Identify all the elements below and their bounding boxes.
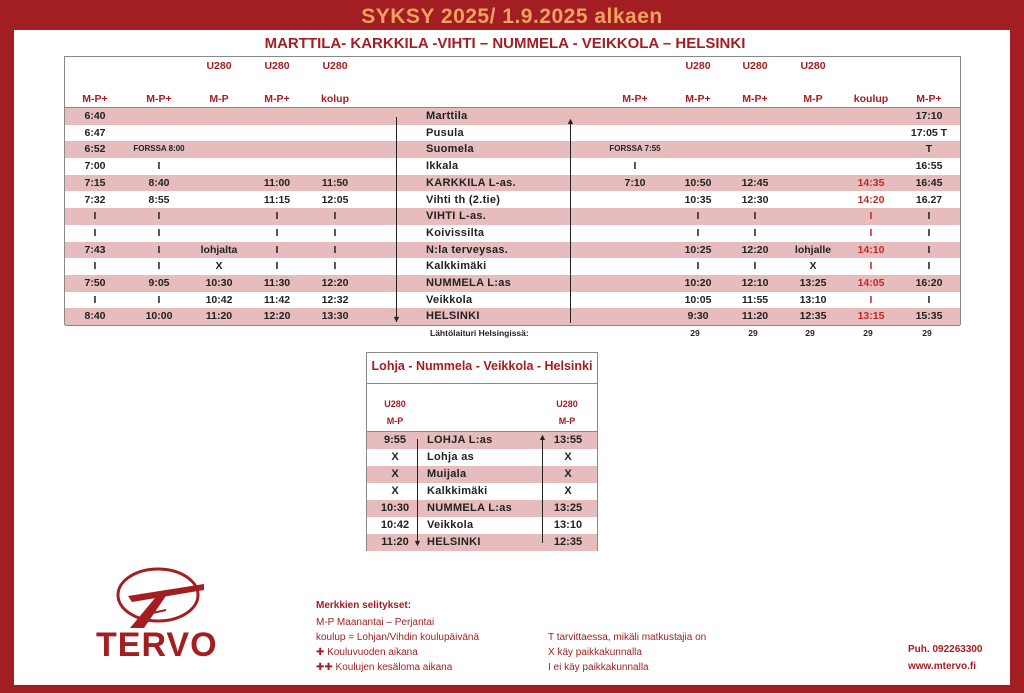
table-row xyxy=(367,466,597,483)
station-name: KARKKILA L-as. xyxy=(426,176,516,189)
time-cell: I xyxy=(927,293,931,306)
column-header-top: U280 xyxy=(322,60,348,72)
column-header: M-P+ xyxy=(685,93,711,105)
time-cell: T xyxy=(925,143,933,156)
time-cell: 6:52 xyxy=(84,143,106,156)
time-cell: I xyxy=(869,260,873,273)
column-header: M-P+ xyxy=(82,93,108,105)
column-header-top: U280 xyxy=(556,399,578,409)
table-row xyxy=(367,534,597,551)
column-header: M-P xyxy=(803,93,823,105)
column-header: M-P+ xyxy=(742,93,768,105)
time-cell: I xyxy=(927,243,931,256)
legend-item: ✚ Kouluvuoden aikana xyxy=(316,647,418,658)
station-name: Kalkkimäki xyxy=(426,260,487,273)
time-cell: 12:10 xyxy=(741,277,769,289)
time-cell: 11:42 xyxy=(263,293,291,306)
time-cell: 12:35 xyxy=(799,310,827,323)
legend-item: X käy paikkakunnalla xyxy=(548,647,642,658)
column-header: M-P xyxy=(209,93,229,105)
station-name: VIHTI L-as. xyxy=(426,210,487,223)
time-cell: I xyxy=(157,243,161,256)
time-cell: I xyxy=(157,210,161,223)
column-header: M-P xyxy=(386,416,404,426)
column-header-top: U280 xyxy=(384,399,406,409)
time-cell: 11:50 xyxy=(321,176,349,189)
time-cell: 17:05 T xyxy=(910,126,948,139)
time-cell: 13:10 xyxy=(553,519,583,531)
time-cell: 12:05 xyxy=(321,193,349,206)
time-cell: 10:35 xyxy=(684,193,712,206)
table-row xyxy=(65,158,960,175)
column-header-top: U280 xyxy=(800,60,826,72)
legend-item: I ei käy paikkakunnalla xyxy=(548,662,649,673)
station-name: NUMMELA L:as xyxy=(427,502,513,514)
time-cell: I xyxy=(275,210,279,223)
table-row xyxy=(367,517,597,534)
time-cell: I xyxy=(275,226,279,239)
time-cell: 10:25 xyxy=(684,243,712,256)
time-cell: 16:45 xyxy=(915,176,943,189)
time-cell: 11:30 xyxy=(263,277,291,289)
time-cell: 14:10 xyxy=(857,243,885,256)
time-cell: FORSSA 8:00 xyxy=(133,144,185,154)
column-header-top: U280 xyxy=(685,60,711,72)
time-cell: 7:00 xyxy=(84,160,106,173)
time-cell: 7:50 xyxy=(84,277,106,289)
time-cell: I xyxy=(157,226,161,239)
legend-item: M-P Maanantai – Perjantai xyxy=(316,617,435,628)
station-name: N:la terveysas. xyxy=(426,243,509,256)
station-name: Muijala xyxy=(427,468,467,480)
time-cell: X xyxy=(809,260,817,273)
time-cell: lohjalta xyxy=(200,243,238,256)
table-row xyxy=(65,141,960,158)
time-cell: I xyxy=(696,260,700,273)
time-cell: X xyxy=(391,451,399,463)
time-cell: 11:55 xyxy=(741,293,769,306)
table-row xyxy=(65,192,960,209)
time-cell: I xyxy=(333,243,337,256)
time-cell: 7:15 xyxy=(84,176,106,189)
time-cell: I xyxy=(869,210,873,223)
time-cell: X xyxy=(564,451,572,463)
route-title: MARTTILA- KARKKILA -VIHTI – NUMMELA - VEIKKOLA – HELSINKI xyxy=(264,35,746,52)
time-cell: 11:20 xyxy=(381,536,409,548)
time-cell: I xyxy=(927,260,931,273)
time-cell: I xyxy=(93,210,97,223)
time-cell: I xyxy=(93,260,97,273)
table-row xyxy=(65,258,960,275)
legend-title: Merkkien selitykset: xyxy=(316,600,412,611)
table-row xyxy=(65,208,960,225)
box-title-divider xyxy=(367,383,597,384)
down-arrow-icon: ▼ xyxy=(392,314,401,324)
time-cell: 17:10 xyxy=(915,110,943,122)
time-cell: 10:30 xyxy=(205,277,233,289)
time-cell: 12:30 xyxy=(741,193,769,206)
table-row xyxy=(65,175,960,192)
station-name: Kalkkimäki xyxy=(427,485,488,497)
time-cell: I xyxy=(275,260,279,273)
time-cell: I xyxy=(753,226,757,239)
time-cell: 10:42 xyxy=(380,519,410,531)
up-arrow-line xyxy=(542,439,543,543)
table-row xyxy=(367,500,597,517)
time-cell: I xyxy=(696,210,700,223)
table-row xyxy=(65,108,960,125)
time-cell: 13:15 xyxy=(857,310,885,323)
column-header-top: U280 xyxy=(206,60,232,72)
time-cell: 8:40 xyxy=(84,310,106,323)
time-cell: 6:40 xyxy=(84,110,106,122)
contact-web[interactable]: www.mtervo.fi xyxy=(908,661,976,672)
time-cell: I xyxy=(93,293,97,306)
table-row xyxy=(367,483,597,500)
time-cell: 10:00 xyxy=(145,310,173,323)
platform-number: 29 xyxy=(748,328,758,338)
time-cell: I xyxy=(927,210,931,223)
station-name: HELSINKI xyxy=(427,536,481,548)
tervo-logo-icon xyxy=(108,566,208,628)
up-arrow-icon: ▲ xyxy=(566,116,575,126)
station-name: Koivissilta xyxy=(426,226,485,239)
time-cell: 10:20 xyxy=(684,277,712,289)
time-cell: X xyxy=(215,260,223,273)
time-cell: 16:55 xyxy=(915,160,943,173)
station-name: Ikkala xyxy=(426,160,459,173)
legend-item: T tarvittaessa, mikäli matkustajia on xyxy=(548,632,707,643)
legend-item: ✚✚ Koulujen kesäloma aikana xyxy=(316,662,453,673)
legend-item: koulup = Lohjan/Vihdin koulupäivänä xyxy=(316,632,480,643)
table-row xyxy=(367,432,597,449)
time-cell: 12:32 xyxy=(321,293,349,306)
time-cell: 9:55 xyxy=(383,434,407,446)
platform-label: Lähtölaituri Helsingissä: xyxy=(430,328,529,338)
time-cell: 13:55 xyxy=(553,434,583,446)
time-cell: 12:45 xyxy=(741,176,769,189)
platform-number: 29 xyxy=(863,328,873,338)
up-arrow-line xyxy=(570,123,571,323)
time-cell: I xyxy=(696,226,700,239)
time-cell: 11:20 xyxy=(741,310,769,323)
time-cell: 10:42 xyxy=(205,293,233,306)
page-title: SYKSY 2025/ 1.9.2025 alkaen xyxy=(361,5,663,28)
up-arrow-icon: ▲ xyxy=(538,432,547,442)
table-row xyxy=(65,275,960,292)
time-cell: I xyxy=(927,226,931,239)
table-bottom-line xyxy=(65,325,960,326)
time-cell: 10:30 xyxy=(380,502,410,514)
time-cell: 16.27 xyxy=(915,193,943,206)
time-cell: 8:40 xyxy=(148,176,170,189)
time-cell: lohjalle xyxy=(794,243,832,256)
time-cell: X xyxy=(391,468,399,480)
time-cell: 12:20 xyxy=(263,310,291,323)
column-header: M-P+ xyxy=(146,93,172,105)
column-header-top: U280 xyxy=(742,60,768,72)
time-cell: I xyxy=(157,293,161,306)
table-row xyxy=(65,125,960,142)
time-cell: I xyxy=(633,160,637,173)
time-cell: 7:43 xyxy=(84,243,106,256)
time-cell: X xyxy=(564,468,572,480)
column-header-top: U280 xyxy=(264,60,290,72)
time-cell: I xyxy=(157,260,161,273)
time-cell: 14:05 xyxy=(857,277,885,289)
time-cell: X xyxy=(391,485,399,497)
station-name: Suomela xyxy=(426,143,474,156)
time-cell: 14:35 xyxy=(857,176,885,189)
station-name: HELSINKI xyxy=(426,310,480,323)
time-cell: 6:47 xyxy=(84,126,106,139)
time-cell: I xyxy=(333,226,337,239)
time-cell: I xyxy=(869,293,873,306)
time-cell: 13:25 xyxy=(553,502,583,514)
time-cell: 12:35 xyxy=(553,536,583,548)
time-cell: 13:30 xyxy=(321,310,349,323)
column-header: M-P+ xyxy=(622,93,648,105)
platform-number: 29 xyxy=(690,328,700,338)
time-cell: 12:20 xyxy=(741,243,769,256)
station-name: Pusula xyxy=(426,126,464,139)
time-cell: I xyxy=(753,210,757,223)
time-cell: I xyxy=(333,210,337,223)
time-cell: I xyxy=(275,243,279,256)
time-cell: I xyxy=(333,260,337,273)
time-cell: 8:55 xyxy=(148,193,170,206)
column-header: koulup xyxy=(853,93,889,105)
table-row xyxy=(367,449,597,466)
main-timetable xyxy=(64,56,961,325)
time-cell: 11:15 xyxy=(263,193,291,206)
station-name: NUMMELA L:as xyxy=(426,277,512,289)
time-cell: I xyxy=(157,160,161,173)
time-cell: FORSSA 7:55 xyxy=(609,144,661,154)
time-cell: I xyxy=(753,260,757,273)
column-header: M-P xyxy=(558,416,576,426)
column-header: kolup xyxy=(321,93,349,105)
time-cell: 16:20 xyxy=(915,277,943,289)
time-cell: 9:30 xyxy=(687,310,709,323)
lohja-title: Lohja - Nummela - Veikkola - Helsinki xyxy=(371,359,593,373)
time-cell: 15:35 xyxy=(915,310,943,323)
station-name: Marttila xyxy=(426,110,468,122)
time-cell: X xyxy=(564,485,572,497)
station-name: Veikkola xyxy=(426,293,473,306)
time-cell: 7:10 xyxy=(624,176,646,189)
platform-number: 29 xyxy=(922,328,932,338)
station-name: Lohja as xyxy=(427,451,475,463)
platform-number: 29 xyxy=(805,328,815,338)
time-cell: 12:20 xyxy=(321,277,349,289)
column-header: M-P+ xyxy=(916,93,942,105)
time-cell: 10:50 xyxy=(684,176,712,189)
station-name: LOHJA L:as xyxy=(427,434,493,446)
column-header: M-P+ xyxy=(264,93,290,105)
time-cell: 14:20 xyxy=(857,193,885,206)
down-arrow-line xyxy=(396,117,397,322)
table-row xyxy=(65,292,960,309)
time-cell: 10:05 xyxy=(684,293,712,306)
lohja-timetable xyxy=(366,352,598,551)
table-row xyxy=(65,242,960,259)
tervo-logo-text: TERVO xyxy=(96,626,218,664)
down-arrow-line xyxy=(417,439,418,543)
station-name: Veikkola xyxy=(427,519,474,531)
time-cell: 13:25 xyxy=(799,277,827,289)
time-cell: 11:20 xyxy=(205,310,233,323)
time-cell: 11:00 xyxy=(263,176,291,189)
station-name: Vihti th (2.tie) xyxy=(426,193,501,206)
contact-phone: Puh. 092263300 xyxy=(908,644,983,655)
time-cell: 7:32 xyxy=(84,193,106,206)
time-cell: I xyxy=(93,226,97,239)
time-cell: I xyxy=(869,226,873,239)
table-row xyxy=(65,225,960,242)
time-cell: 9:05 xyxy=(148,277,170,289)
table-row xyxy=(65,308,960,325)
time-cell: 13:10 xyxy=(799,293,827,306)
down-arrow-icon: ▼ xyxy=(413,538,422,548)
